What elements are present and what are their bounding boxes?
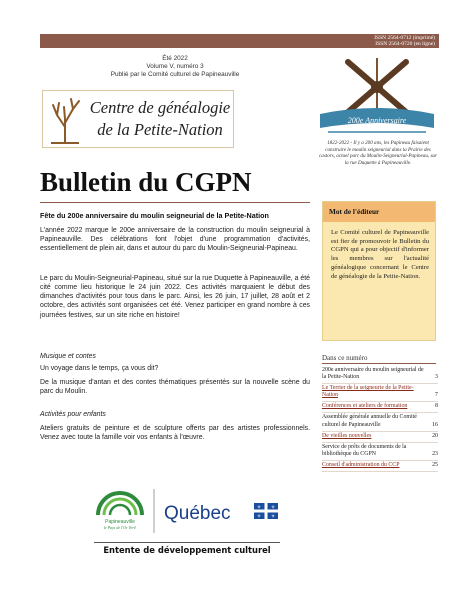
mill-anniversary-logo <box>318 54 436 138</box>
partner-divider <box>94 542 280 543</box>
toc-item-page: 8 <box>435 403 438 410</box>
toc-item-label: Assemblée générale annuelle du Comité culturel de Papineauville <box>322 414 417 428</box>
logo-text <box>87 97 233 141</box>
toc-title: Dans ce numéro <box>322 354 368 362</box>
title-divider <box>40 202 310 203</box>
toc-item-page: 20 <box>432 432 438 439</box>
feature-paragraph-1: L'année 2022 marque le 200e anniversaire de la construction du moulin seigneurial à Papineauville. Des célébrations font l'objet d'une programmation d'activités, essentiellement de plein air, dans et autour du parc du Moulin-Seigneurial-Papineau. <box>40 227 310 253</box>
issn-print: ISSN 2564-0712 (imprimé) <box>374 35 435 41</box>
toc-item[interactable] <box>322 443 438 461</box>
toc-item-label: 200e anniversaire du moulin seigneurial de la Petite-Nation <box>322 367 424 381</box>
municipality-tagline: le Pays de l'Or Vert! <box>103 525 137 530</box>
edition-season: Été 2022 <box>162 55 188 62</box>
toc-divider <box>322 363 436 364</box>
toc-item[interactable] <box>322 366 438 384</box>
svg-text:⚜: ⚜ <box>270 504 276 510</box>
svg-text:⚜: ⚜ <box>256 504 262 510</box>
toc-item-page: 25 <box>432 461 438 468</box>
svg-text:⚜: ⚜ <box>270 513 276 519</box>
toc-item[interactable] <box>322 413 438 431</box>
partner-logos <box>92 485 292 537</box>
toc-item-page: 23 <box>432 450 438 457</box>
toc-item-label: Conférences et ateliers de formation <box>322 403 408 410</box>
toc-item[interactable] <box>322 432 438 443</box>
editor-note-box <box>322 201 436 341</box>
toc-item-page: 7 <box>435 392 438 399</box>
toc-item-label: Le Terrier de la seigneurie de la Petite-Nation <box>322 385 414 399</box>
toc-item[interactable] <box>322 461 438 472</box>
toc-item[interactable] <box>322 402 438 413</box>
quebec-flag-icon <box>254 503 278 519</box>
feature-subheading-kids: Activités pour enfants <box>40 411 106 418</box>
logo-line-1: Centre de généalogie <box>89 98 231 117</box>
svg-text:⚜: ⚜ <box>256 513 262 519</box>
toc-item-label: Service de prêts de documents de la bibliothèque du CGPN <box>322 443 407 457</box>
toc-item-page: 16 <box>432 421 438 428</box>
quebec-wordmark: Québec <box>164 503 231 524</box>
edition-info <box>40 55 310 80</box>
toc-item-page: 3 <box>435 374 438 381</box>
issn-text <box>374 35 435 47</box>
toc-item-label: De vieilles nouvelles <box>322 432 372 439</box>
edition-publisher: Publié par le Comité culturel de Papineauville <box>110 71 240 79</box>
logo-line-2: de la Petite-Nation <box>97 120 223 139</box>
toc-list <box>322 366 438 472</box>
feature-title: Fête du 200e anniversaire du moulin seigneurial de la Petite-Nation <box>40 211 269 220</box>
issn-online: ISSN 2564-0720 (en ligne) <box>375 41 435 47</box>
edition-volume: Volume V, numéro 3 <box>146 63 204 71</box>
toc-item[interactable] <box>322 384 438 402</box>
toc-item-label: Conseil d'administration du CCP <box>322 461 400 468</box>
editor-note-heading: Mot de l'éditeur <box>329 207 380 216</box>
tree-logo-icon <box>45 93 85 145</box>
feature-paragraph-4: De la musique d'antan et des contes thématiques présentés sur la nouvelle scène du parc du Moulin. <box>40 379 310 396</box>
cgpn-logo <box>42 90 234 148</box>
feature-paragraph-2: Le parc du Moulin-Seigneurial-Papineau, situé sur la rue Duquette à Papineauville, a été cité comme lieu historique le 24 juin 2022. Ces activités marquaient le début des dimanches d'activités pour tous dans le parc. Ainsi, les 26 juin, 17 juillet, 28 août et 2 octobre, des activités sont organisées cet été. Venez participer en grand nombre à ces journées festives, sur un site riche en histoire! <box>40 275 310 319</box>
municipality-name: Papineauville <box>105 519 135 525</box>
feature-paragraph-3: Un voyage dans le temps, ça vous dit? <box>40 365 159 372</box>
mill-badge-text: 200e Anniversaire <box>347 116 407 125</box>
papineauville-logo <box>98 493 142 530</box>
mill-caption: 1822-2022 - Il y a 200 ans, les Papineau faisaient construire le moulin seigneurial dans la Prairie des castors, actuel parc du Moulin-Seigneurial-Papineau, sur la rue Duquette à Papineauville. <box>319 140 437 167</box>
feature-subheading-music: Musique et contes <box>40 353 96 360</box>
page-title: Bulletin du CGPN <box>40 167 252 197</box>
partner-caption: Entente de développement culturel <box>103 545 271 555</box>
editor-note-text: Le Comité culturel de Papineauville est fier de promouvoir le Bulletin du CGPN qui a pour objectif d'informer les membres sur l'actualité généalogique concernant le Centre de généalogie de la Petite-Nation. <box>331 229 429 280</box>
feature-paragraph-5: Ateliers gratuits de peinture et de sculpture offerts par des artistes professionnels. Venez avec toute la famille voir vos enfants à l'œuvre. <box>40 425 310 442</box>
issn-bar <box>40 34 439 48</box>
editor-note-header <box>323 202 435 222</box>
